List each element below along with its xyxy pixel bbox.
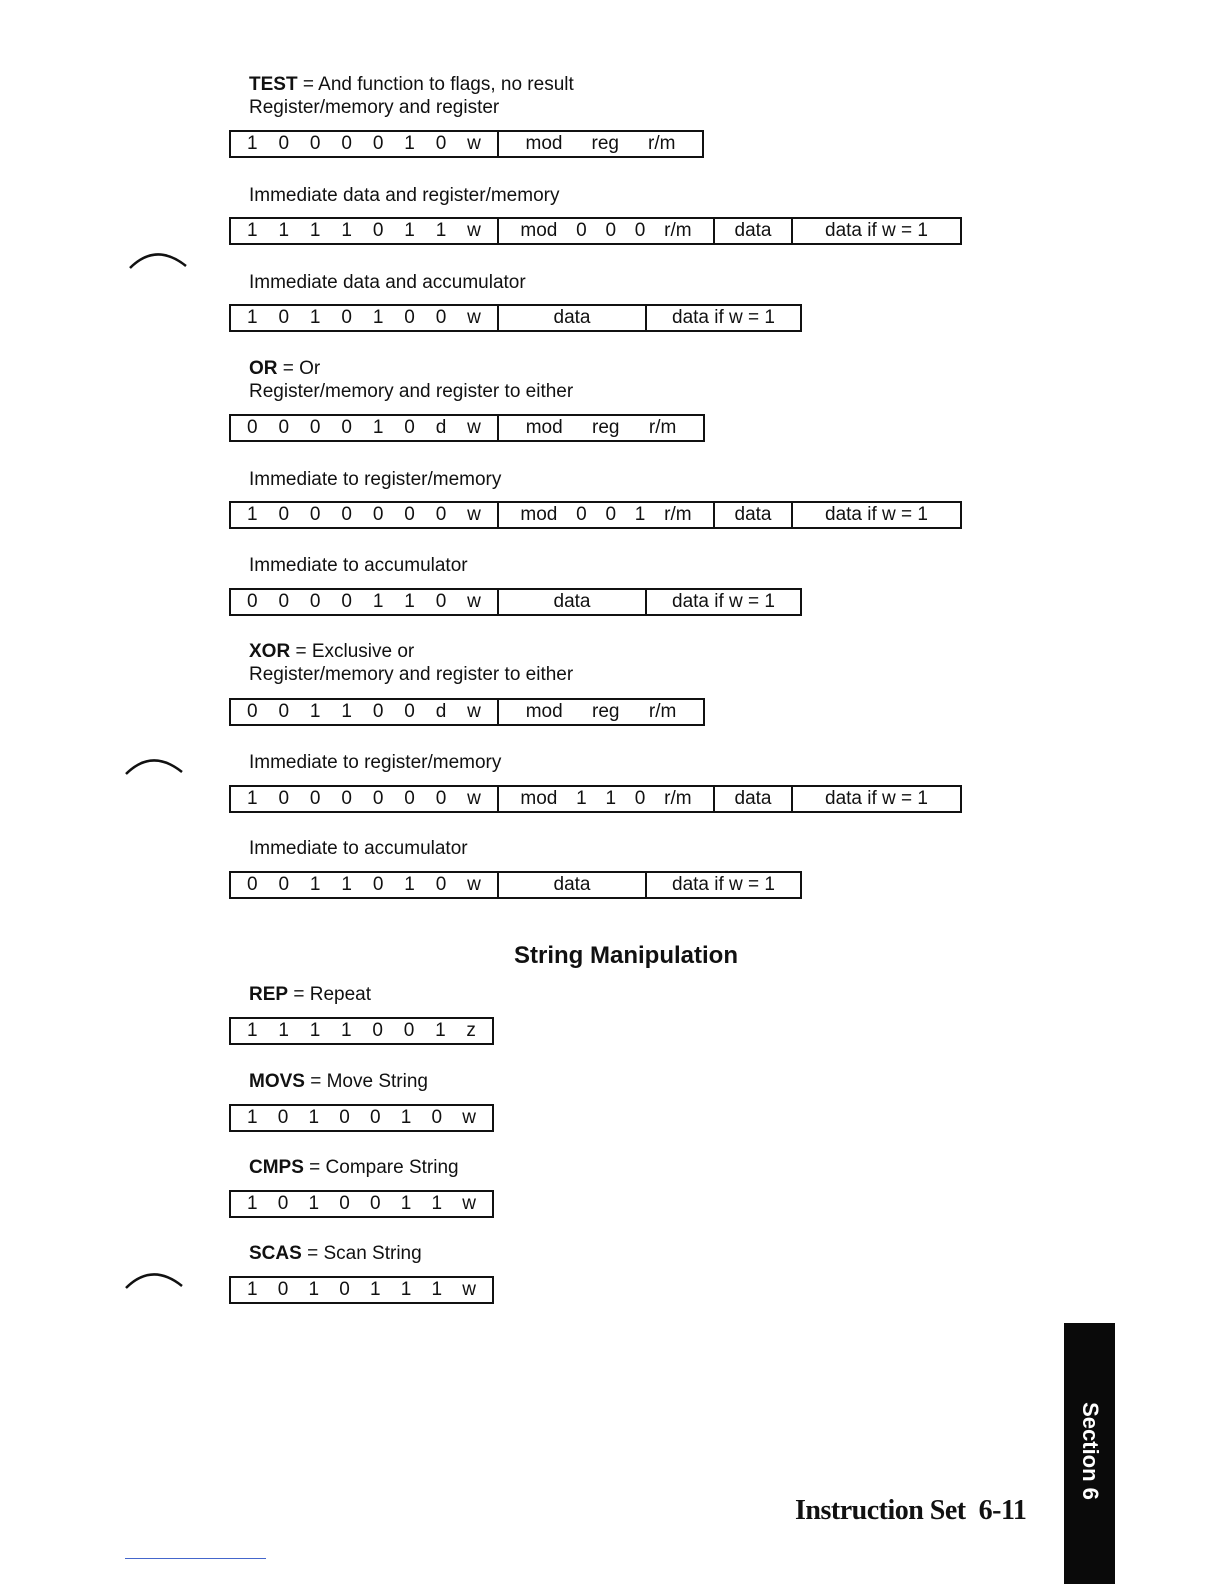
xor-imm-acc-label: Immediate to accumulator bbox=[249, 838, 468, 859]
opcode-byte: 1 1 1 1 0 1 1 w bbox=[247, 220, 481, 241]
opcode-byte: 1 0 1 0 1 1 1 w bbox=[247, 1279, 476, 1300]
opcode-byte: 0 0 1 1 0 0 d w bbox=[247, 701, 481, 722]
data-high-byte: data if w = 1 bbox=[791, 219, 960, 243]
scas-encoding bbox=[229, 1276, 494, 1304]
page-footer bbox=[795, 1495, 1026, 1527]
data-byte: data bbox=[713, 787, 791, 811]
data-byte: data bbox=[497, 306, 645, 330]
or-rm-reg-encoding bbox=[229, 414, 705, 442]
cmps-title: CMPS = Compare String bbox=[249, 1157, 459, 1178]
opcode-byte: 1 0 1 0 0 1 0 w bbox=[247, 1107, 476, 1128]
rep-title: REP = Repeat bbox=[249, 984, 371, 1005]
data-high-byte: data if w = 1 bbox=[791, 503, 960, 527]
opcode-byte: 1 0 0 0 0 0 0 w bbox=[247, 788, 481, 809]
opcode-byte: 1 0 1 0 1 0 0 w bbox=[247, 307, 481, 328]
opcode-byte: 1 0 1 0 0 1 1 w bbox=[247, 1193, 476, 1214]
opcode-byte: 0 0 1 1 0 1 0 w bbox=[247, 874, 481, 895]
test-title: TEST = And function to flags, no result bbox=[249, 74, 574, 95]
data-byte: data bbox=[497, 873, 645, 897]
modrm-byte: mod reg r/m bbox=[497, 132, 702, 156]
opcode-byte: 0 0 0 0 1 1 0 w bbox=[247, 591, 481, 612]
data-byte: data bbox=[713, 219, 791, 243]
opcode-byte: 1 0 0 0 0 0 0 w bbox=[247, 504, 481, 525]
test-rm-reg-encoding bbox=[229, 130, 704, 158]
cmps-encoding bbox=[229, 1190, 494, 1218]
xor-rm-reg-encoding bbox=[229, 698, 705, 726]
xor-rm-reg-label: Register/memory and register to either bbox=[249, 664, 574, 685]
or-imm-acc-encoding bbox=[229, 588, 802, 616]
modrm-byte: mod reg r/m bbox=[497, 416, 703, 440]
test-imm-acc-label: Immediate data and accumulator bbox=[249, 272, 526, 293]
modrm-byte: mod 0 0 0 r/m bbox=[497, 219, 713, 243]
or-imm-rm-encoding bbox=[229, 501, 962, 529]
opcode-byte: 1 0 0 0 0 1 0 w bbox=[247, 133, 481, 154]
section-tab-label: Section 6 bbox=[1077, 1402, 1103, 1500]
scan-artifact-line bbox=[125, 1558, 266, 1559]
page-number: 6-11 bbox=[978, 1495, 1027, 1526]
xor-title: XOR = Exclusive or bbox=[249, 641, 415, 662]
or-imm-rm-label: Immediate to register/memory bbox=[249, 469, 502, 490]
opcode-byte: 1 1 1 1 0 0 1 z bbox=[247, 1020, 476, 1041]
or-title: OR = Or bbox=[249, 358, 321, 379]
binder-hole-mark bbox=[124, 1266, 186, 1290]
data-byte: data bbox=[497, 590, 645, 614]
movs-encoding bbox=[229, 1104, 494, 1132]
xor-imm-rm-encoding bbox=[229, 785, 962, 813]
movs-title: MOVS = Move String bbox=[249, 1071, 428, 1092]
modrm-byte: mod 1 1 0 r/m bbox=[497, 787, 713, 811]
data-byte: data bbox=[713, 503, 791, 527]
data-high-byte: data if w = 1 bbox=[645, 873, 800, 897]
binder-hole-mark bbox=[124, 752, 186, 776]
modrm-byte: mod 0 0 1 r/m bbox=[497, 503, 713, 527]
modrm-byte: mod reg r/m bbox=[497, 700, 703, 724]
test-rm-reg-label: Register/memory and register bbox=[249, 97, 500, 118]
data-high-byte: data if w = 1 bbox=[645, 590, 800, 614]
data-high-byte: data if w = 1 bbox=[791, 787, 960, 811]
or-rm-reg-label: Register/memory and register to either bbox=[249, 381, 574, 402]
test-imm-acc-encoding bbox=[229, 304, 802, 332]
or-imm-acc-label: Immediate to accumulator bbox=[249, 555, 468, 576]
test-imm-rm-label: Immediate data and register/memory bbox=[249, 185, 560, 206]
scas-title: SCAS = Scan String bbox=[249, 1243, 422, 1264]
rep-encoding bbox=[229, 1017, 494, 1045]
test-imm-rm-encoding bbox=[229, 217, 962, 245]
binder-hole-mark bbox=[128, 246, 190, 270]
footer-title: Instruction Set bbox=[795, 1495, 966, 1526]
data-high-byte: data if w = 1 bbox=[645, 306, 800, 330]
xor-imm-acc-encoding bbox=[229, 871, 802, 899]
section-tab bbox=[1064, 1323, 1115, 1584]
section-heading: String Manipulation bbox=[514, 942, 738, 969]
opcode-byte: 0 0 0 0 1 0 d w bbox=[247, 417, 481, 438]
xor-imm-rm-label: Immediate to register/memory bbox=[249, 752, 502, 773]
